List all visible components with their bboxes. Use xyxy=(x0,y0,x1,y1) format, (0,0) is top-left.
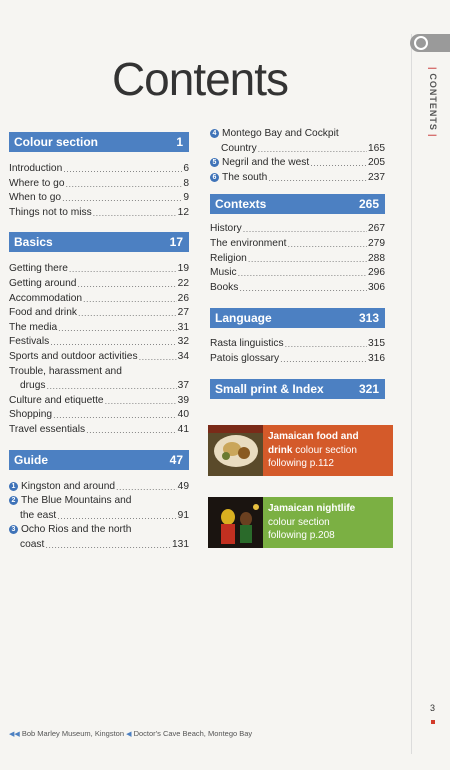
toc-entry-label: The Blue Mountains and xyxy=(21,495,132,507)
section-bar-basics[interactable]: Basics 17 xyxy=(9,232,189,252)
toc-entry-page: 279 xyxy=(368,237,385,249)
section-list-basics xyxy=(9,262,189,437)
leader-dots xyxy=(243,222,367,237)
leader-dots xyxy=(93,206,177,221)
toc-entry-page: 288 xyxy=(368,252,385,264)
leader-dots xyxy=(53,408,177,423)
toc-entry-page: 41 xyxy=(177,423,189,435)
toc-entry[interactable] xyxy=(9,379,189,394)
toc-entry-label: When to go xyxy=(9,192,62,204)
toc-entry[interactable] xyxy=(9,191,189,206)
toc-entry-page: 237 xyxy=(368,171,385,183)
leader-dots xyxy=(287,237,367,252)
toc-entry[interactable] xyxy=(9,423,189,438)
toc-entry-label: Culture and etiquette xyxy=(9,394,104,406)
toc-entry-page: 39 xyxy=(177,394,189,406)
section-list-guide xyxy=(9,480,189,553)
leader-dots xyxy=(57,509,176,524)
toc-entry-page: 34 xyxy=(177,350,189,362)
toc-entry-page: 306 xyxy=(368,281,385,293)
toc-entry-label: Country xyxy=(221,142,257,154)
leader-dots xyxy=(69,262,177,277)
toc-entry[interactable] xyxy=(9,408,189,423)
chapter-number-badge: 4 xyxy=(210,129,219,138)
toc-entry-label: Things not to miss xyxy=(9,206,92,218)
leader-dots xyxy=(62,191,182,206)
toc-entry[interactable] xyxy=(210,127,385,142)
toc-entry-page: 165 xyxy=(368,142,385,154)
leader-dots xyxy=(86,423,177,438)
toc-entry-label: Kingston and around xyxy=(21,480,116,492)
toc-entry-label: Patois glossary xyxy=(210,352,280,364)
toc-entry-label: Religion xyxy=(210,252,247,264)
toc-entry[interactable] xyxy=(9,262,189,277)
toc-entry-page: 267 xyxy=(368,223,385,235)
toc-entry-page: 131 xyxy=(172,538,189,550)
toc-entry-label: coast xyxy=(20,538,45,550)
toc-entry-page: 205 xyxy=(368,157,385,169)
leader-dots xyxy=(58,321,177,336)
section-bar-language[interactable]: Language 313 xyxy=(210,308,385,328)
toc-entry[interactable] xyxy=(210,222,385,237)
page-title: Contents xyxy=(111,53,289,105)
toc-entry[interactable] xyxy=(210,252,385,267)
toc-entry-label: Rasta linguistics xyxy=(210,338,284,350)
toc-entry[interactable] xyxy=(9,538,189,553)
toc-entry-label: Accommodation xyxy=(9,292,83,304)
toc-entry-label: Ocho Rios and the north xyxy=(21,524,132,536)
toc-entry-label: Getting around xyxy=(9,277,77,289)
leader-dots xyxy=(105,394,177,409)
section-bar-guide[interactable]: Guide 47 xyxy=(9,450,189,470)
nightlife-box-page-ref: following p.208 xyxy=(268,530,335,541)
toc-entry[interactable] xyxy=(210,171,385,186)
toc-entry[interactable] xyxy=(9,509,189,524)
toc-entry-label: History xyxy=(210,223,242,235)
toc-entry[interactable] xyxy=(9,350,189,365)
toc-entry-page: 9 xyxy=(183,192,189,204)
food-box-title-2: drink xyxy=(268,444,293,456)
toc-entry-page: 27 xyxy=(177,307,189,319)
toc-entry[interactable] xyxy=(9,494,189,509)
toc-entry-label: Getting there xyxy=(9,263,68,275)
toc-entry-label: The media xyxy=(9,321,58,333)
leader-dots xyxy=(239,281,367,296)
section-bar-contexts[interactable]: Contexts 265 xyxy=(210,194,385,214)
toc-entry-page: 26 xyxy=(177,292,189,304)
section-list-contexts xyxy=(210,222,385,295)
leader-dots xyxy=(83,292,177,307)
toc-entry[interactable] xyxy=(9,306,189,321)
section-list-colour xyxy=(9,162,189,220)
section-list-language xyxy=(210,337,385,366)
toc-entry-label: the east xyxy=(20,509,57,521)
toc-entry[interactable] xyxy=(210,237,385,252)
section-bar-smallprint[interactable]: Small print & Index 321 xyxy=(210,379,385,399)
chapter-number-badge: 2 xyxy=(9,496,18,505)
toc-entry[interactable] xyxy=(9,365,189,380)
toc-entry-page: 22 xyxy=(177,277,189,289)
toc-entry[interactable] xyxy=(9,480,189,495)
caption-text-1: Bob Marley Museum, Kingston xyxy=(21,729,125,738)
toc-entry-label: Festivals xyxy=(9,336,50,348)
leader-dots xyxy=(248,252,367,267)
leader-dots xyxy=(268,171,367,186)
right-column xyxy=(210,127,385,399)
caption-text-2: Doctor's Cave Beach, Montego Bay xyxy=(133,729,253,738)
chapter-number-badge: 5 xyxy=(210,158,219,167)
toc-entry-page: 8 xyxy=(183,177,189,189)
leader-dots xyxy=(238,266,367,281)
toc-entry-page: 315 xyxy=(368,338,385,350)
toc-entry-page: 6 xyxy=(183,163,189,174)
side-tab-label: |CONTENTS| xyxy=(428,67,438,138)
toc-entry-page: 12 xyxy=(177,206,189,218)
tab-marker-icon xyxy=(410,34,450,52)
toc-entry[interactable] xyxy=(9,292,189,307)
leader-dots xyxy=(116,480,177,495)
toc-entry-label: Where to go xyxy=(9,177,65,189)
nightlife-box-subtitle: colour section xyxy=(268,516,330,528)
toc-entry-label: Music xyxy=(210,267,237,279)
toc-entry-label: The south xyxy=(222,171,268,183)
toc-entry[interactable] xyxy=(9,321,189,336)
toc-entry-label: Sports and outdoor activities xyxy=(9,350,138,362)
leader-dots xyxy=(66,177,183,192)
page-number: 3 xyxy=(430,703,436,713)
nightlife-photo xyxy=(208,497,263,548)
toc-entry-label: Travel essentials xyxy=(9,423,86,435)
toc-entry[interactable] xyxy=(9,335,189,350)
toc-entry[interactable] xyxy=(9,277,189,292)
food-box-subtitle: colour section xyxy=(295,444,357,456)
toc-entry-page: 316 xyxy=(368,352,385,364)
toc-entry-page: 32 xyxy=(177,336,189,348)
toc-entry-page: 40 xyxy=(177,409,189,421)
left-column xyxy=(9,132,189,552)
food-photo xyxy=(208,425,263,476)
toc-entry[interactable] xyxy=(9,394,189,409)
chapter-number-badge: 3 xyxy=(9,525,18,534)
food-box-page-ref: following p.112 xyxy=(268,458,334,469)
toc-entry[interactable] xyxy=(210,142,385,157)
page-marker xyxy=(431,720,435,724)
toc-entry-label: drugs xyxy=(20,380,46,392)
toc-entry-label: Shopping xyxy=(9,409,53,421)
toc-entry[interactable] xyxy=(9,523,189,538)
leader-dots xyxy=(50,335,176,350)
food-colour-section-box[interactable] xyxy=(208,425,393,476)
toc-entry-label: Montego Bay and Cockpit xyxy=(222,128,339,139)
leader-dots xyxy=(310,156,367,171)
chapter-number-badge: 6 xyxy=(210,173,219,182)
leader-dots xyxy=(139,350,177,365)
section-bar-colour[interactable]: Colour section 1 xyxy=(9,132,189,152)
left-arrow-icon: ◀ xyxy=(126,731,132,738)
toc-entry-label: Introduction xyxy=(9,163,63,174)
section-list-guide-continued xyxy=(210,127,385,185)
toc-entry-label: Food and drink xyxy=(9,307,77,319)
nightlife-colour-section-box[interactable] xyxy=(208,497,393,548)
food-box-title: Jamaican food and xyxy=(268,431,359,442)
nightlife-box-title: Jamaican nightlife xyxy=(268,503,356,514)
photo-caption xyxy=(9,729,252,738)
toc-entry-label: Negril and the west xyxy=(222,157,310,169)
leader-dots xyxy=(46,379,176,394)
leader-dots xyxy=(77,277,176,292)
toc-entry[interactable] xyxy=(210,156,385,171)
leader-dots xyxy=(78,306,177,321)
left-arrows-icon: ◀◀ xyxy=(9,731,20,738)
toc-entry-page: 37 xyxy=(177,380,189,392)
leader-dots xyxy=(285,337,367,352)
toc-entry[interactable] xyxy=(9,206,189,221)
toc-entry-page: 91 xyxy=(177,509,189,521)
toc-entry[interactable] xyxy=(9,162,189,177)
toc-entry[interactable] xyxy=(9,177,189,192)
toc-entry-label: Books xyxy=(210,281,239,293)
toc-entry-label: Trouble, harassment and xyxy=(9,365,122,377)
toc-entry-page: 19 xyxy=(177,263,189,275)
toc-entry-page: 296 xyxy=(368,267,385,279)
leader-dots xyxy=(280,352,367,367)
toc-entry-page: 31 xyxy=(177,321,189,333)
leader-dots xyxy=(63,162,182,177)
chapter-number-badge: 1 xyxy=(9,482,18,491)
leader-dots xyxy=(258,142,367,157)
leader-dots xyxy=(45,538,171,553)
toc-entry[interactable] xyxy=(210,352,385,367)
toc-entry[interactable] xyxy=(210,281,385,296)
toc-entry-label: The environment xyxy=(210,237,287,249)
toc-entry-page: 49 xyxy=(177,480,189,492)
toc-entry[interactable] xyxy=(210,266,385,281)
side-tab-strip xyxy=(411,34,450,754)
toc-entry[interactable] xyxy=(210,337,385,352)
